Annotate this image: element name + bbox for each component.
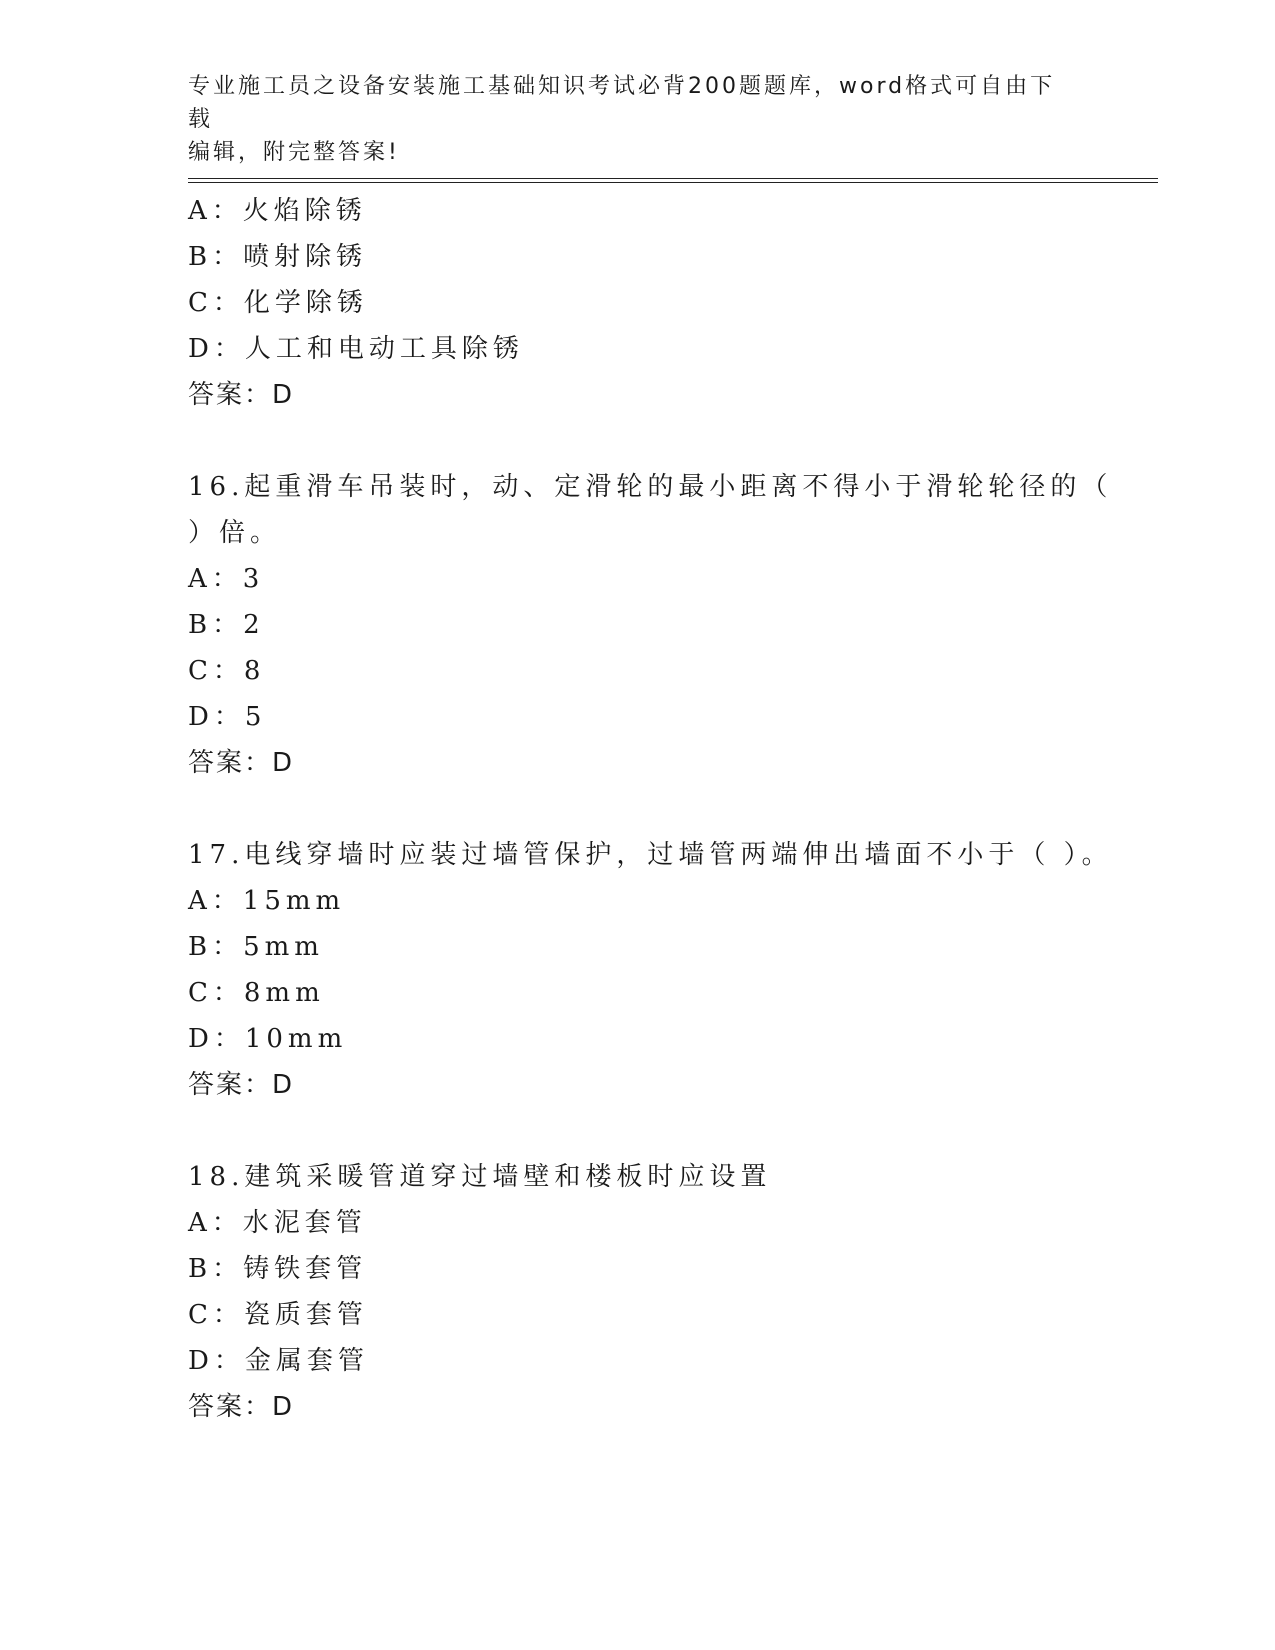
option-d: D：金属套管	[188, 1346, 369, 1376]
option-c: C：化学除锈	[188, 288, 368, 318]
question-stem: 16.起重滑车吊装时，动、定滑轮的最小距离不得小于滑轮轮径的（	[188, 472, 1113, 502]
question-15	[188, 188, 1088, 418]
option-a: A：15mm	[188, 886, 346, 916]
option-c: C：瓷质套管	[188, 1300, 368, 1330]
option-a: A：火焰除锈	[188, 196, 367, 226]
answer: 答案：D	[188, 380, 295, 410]
spacer	[188, 418, 1088, 464]
question-17	[188, 832, 1113, 1108]
option-d: D：5	[188, 702, 267, 732]
option-d: D：10mm	[188, 1024, 348, 1054]
question-stem-continued: ）倍。	[188, 518, 282, 548]
answer: 答案：D	[188, 748, 295, 778]
option-b: B：5mm	[188, 932, 324, 962]
option-a: A：水泥套管	[188, 1208, 367, 1238]
option-b: B：铸铁套管	[188, 1254, 368, 1284]
spacer	[188, 786, 1088, 832]
option-b: B：2	[188, 610, 265, 640]
question-stem: 17.电线穿墙时应装过墙管保护，过墙管两端伸出墙面不小于（ ）。	[188, 840, 1113, 870]
answer: 答案：D	[188, 1070, 295, 1100]
spacer	[188, 1108, 1088, 1154]
question-18	[188, 1154, 1088, 1430]
header-double-rule	[188, 178, 1158, 183]
question-list	[188, 188, 1113, 1430]
question-stem: 18.建筑采暖管道穿过墙壁和楼板时应设置	[188, 1162, 772, 1192]
page-header	[188, 70, 1068, 169]
answer: 答案：D	[188, 1392, 295, 1422]
option-d: D：人工和电动工具除锈	[188, 334, 524, 364]
question-16	[188, 464, 1113, 786]
option-c: C：8mm	[188, 978, 325, 1008]
option-c: C：8	[188, 656, 266, 686]
header-line-2: 编辑，附完整答案!	[188, 140, 400, 165]
option-a: A：3	[188, 564, 265, 594]
option-b: B：喷射除锈	[188, 242, 368, 272]
header-line-1: 专业施工员之设备安装施工基础知识考试必背200题题库，word格式可自由下载	[188, 74, 1056, 132]
